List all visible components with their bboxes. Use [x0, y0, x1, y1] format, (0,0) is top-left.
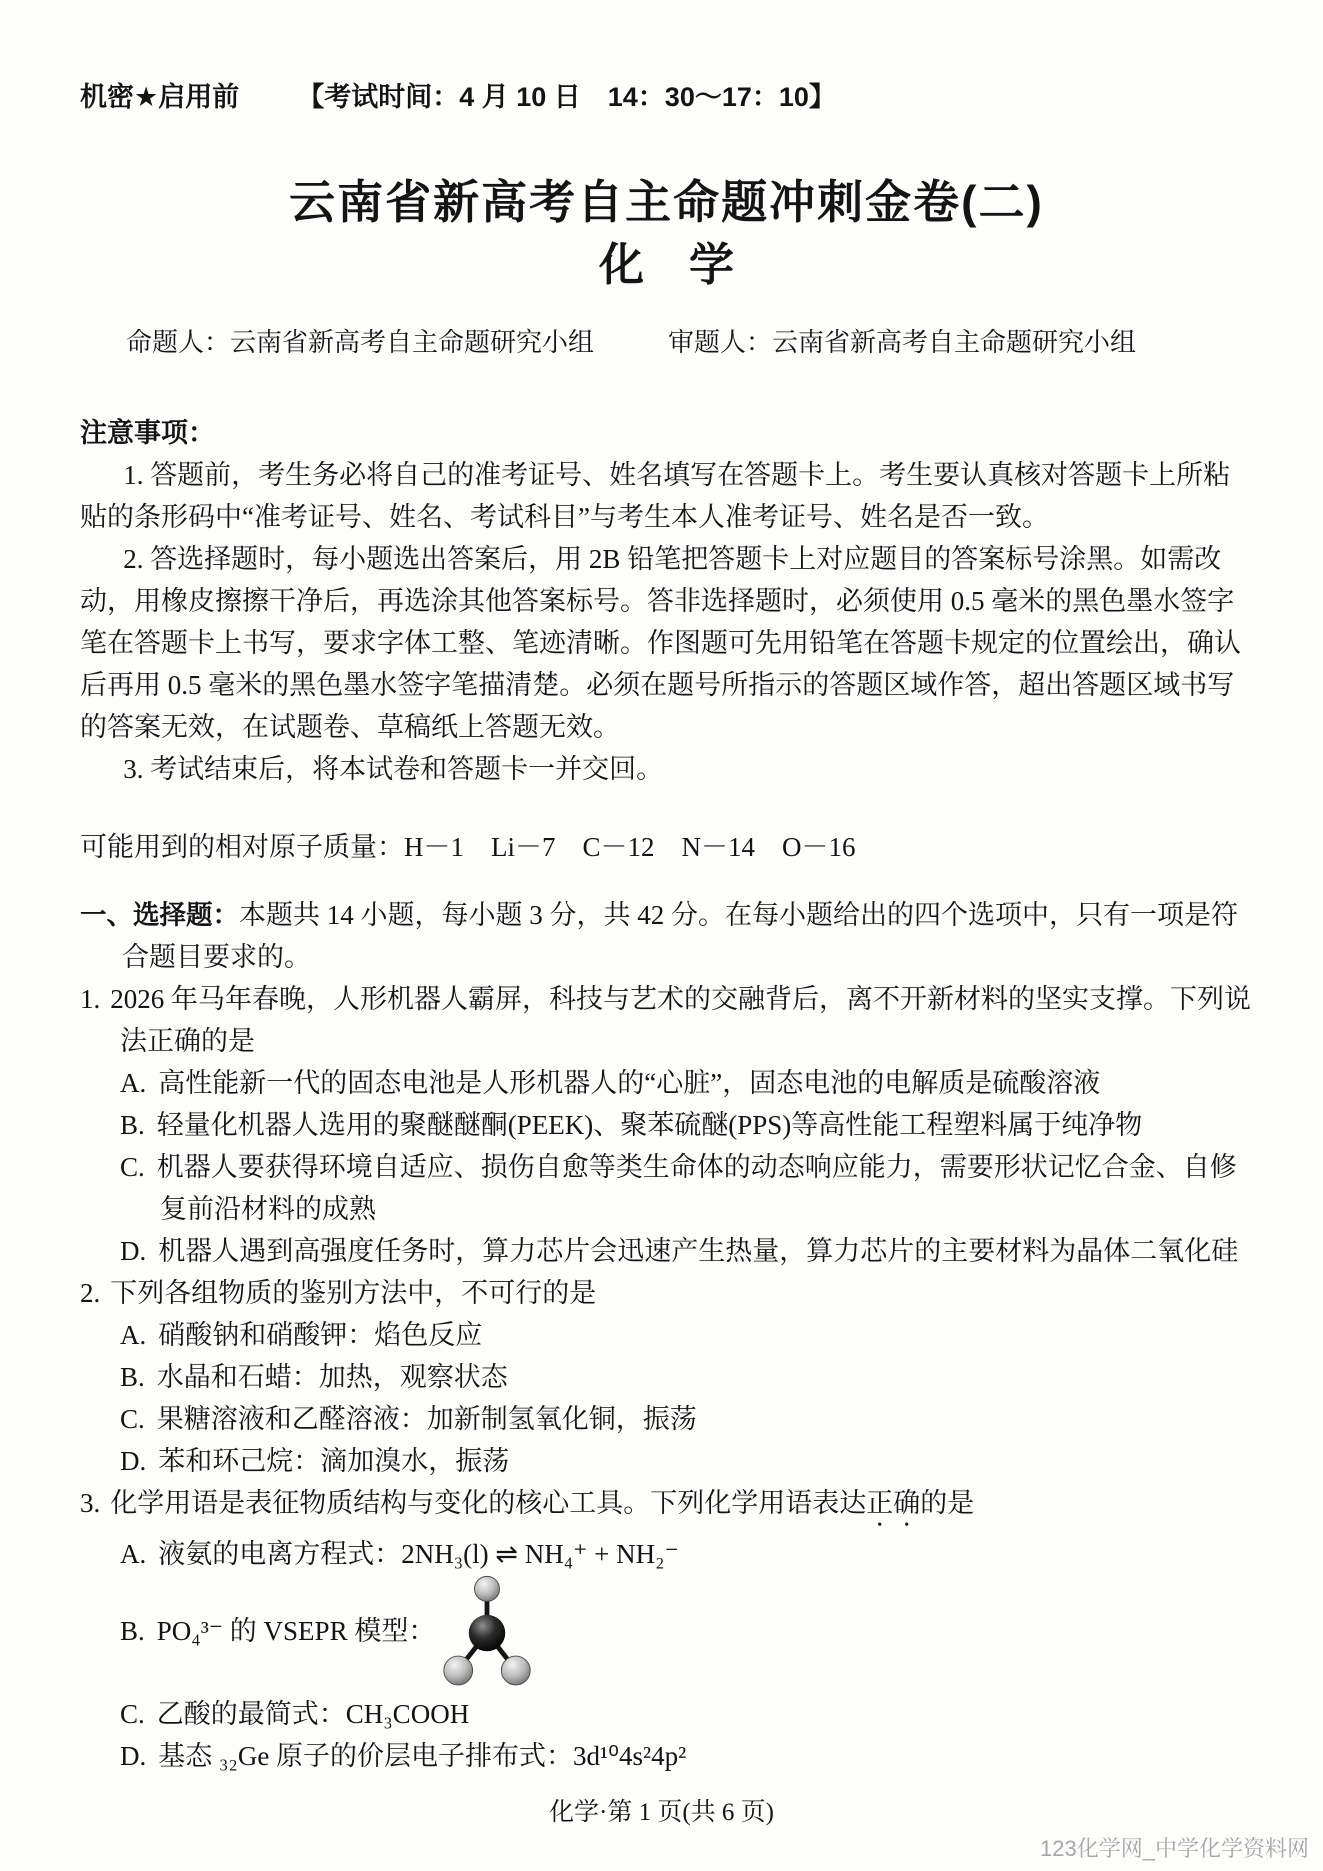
- option-label: D.: [120, 1741, 147, 1771]
- notice-item-1: 1. 答题前，考生务必将自己的准考证号、姓名填写在答题卡上。考生要认真核对答题卡上所粘贴的条形码中“准考证号、姓名、考试科目”与考生本人准考证号、姓名是否一致。: [80, 460, 1231, 532]
- exam-time-label: 【考试时间：4 月 10 日 14：30～17：10】: [297, 82, 836, 112]
- notice-item-2: 2. 答选择题时，每小题选出答案后，用 2B 铅笔把答题卡上对应题目的答案标号涂黑。如需改动，用橡皮擦擦干净后，再选涂其他答案标号。答非选择题时，必须使用 0.5 毫米的黑色墨水签字笔在答题卡上书写，要求字体工整、笔迹清晰。作图题可先用铅笔在答题卡规定的位置绘出，确认后再用 0.5 毫米的黑色墨水签字笔描清楚。必须在题号所指示的答题区域作答，超出答题区域书写的答案无效，在试题卷、草稿纸上答题无效。: [80, 544, 1241, 742]
- option-label: B.: [120, 1110, 145, 1140]
- page-content: [80, 0, 1253, 1777]
- notice-item-3: 3. 考试结束后，将本试卷和答题卡一并交回。: [123, 754, 664, 784]
- question-2-option-a: [120, 1314, 1253, 1356]
- question-1-option-a: [120, 1062, 1253, 1104]
- option-label: B.: [120, 1616, 145, 1647]
- question-2-option-c: [120, 1398, 1253, 1440]
- question-2-stem: [80, 1272, 1253, 1314]
- question-2-text: 下列各组物质的鉴别方法中，不可行的是: [110, 1278, 597, 1308]
- exam-title: 云南省新高考自主命题冲刺金卷(二): [289, 176, 1044, 228]
- question-3-text-pre: 化学用语是表征物质结构与变化的核心工具。下列化学用语表达: [110, 1488, 867, 1518]
- reviewer-label: 审题人：云南省新高考自主命题研究小组: [668, 328, 1137, 357]
- secrecy-label: 机密★启用前: [80, 82, 240, 112]
- question-3-number: 3.: [80, 1488, 101, 1518]
- footer-page-number: 化学·第 1 页(共 6 页): [549, 1799, 774, 1826]
- question-3-stem: [80, 1482, 1253, 1533]
- question-3-option-c: [120, 1693, 1253, 1735]
- option-text: 苯和环己烷：滴加溴水，振荡: [158, 1446, 510, 1476]
- notice-heading: 注意事项：: [80, 418, 215, 448]
- atomic-mass-line: 可能用到的相对原子质量：H－1 Li－7 C－12 N－14 O－16: [80, 832, 856, 862]
- question-1-option-c: [120, 1146, 1253, 1230]
- option-label: C.: [120, 1152, 145, 1182]
- option-text: 机器人遇到高强度任务时，算力芯片会迅速产生热量，算力芯片的主要材料为晶体二氧化硅: [158, 1236, 1239, 1266]
- option-label: D.: [120, 1236, 147, 1266]
- option-text: PO₄³⁻ 的 VSEPR 模型：: [156, 1616, 436, 1647]
- section-heading: [80, 894, 1253, 978]
- option-label: C.: [120, 1699, 145, 1729]
- option-label: A.: [120, 1068, 147, 1098]
- option-label: D.: [120, 1446, 147, 1476]
- proposer-label: 命题人：云南省新高考自主命题研究小组: [126, 328, 595, 357]
- question-3-text-emphasized: 正确: [866, 1488, 921, 1518]
- question-1-option-b: [120, 1104, 1253, 1146]
- exam-subject: 化 学: [598, 239, 734, 290]
- option-text: 高性能新一代的固态电池是人形机器人的“心脏”，固态电池的电解质是硫酸溶液: [158, 1068, 1101, 1098]
- option-text: 液氨的电离方程式：2NH₃(l) ⇌ NH₄⁺ + NH₂⁻: [158, 1539, 679, 1569]
- watermark: 123化学网_中学化学资料网: [1040, 1836, 1309, 1861]
- option-text: 机器人要获得环境自适应、损伤自愈等类生命体的动态响应能力，需要形状记忆合金、自修复前沿材料的成熟: [156, 1152, 1237, 1224]
- question-3-option-b: [120, 1575, 1253, 1693]
- option-label: A.: [120, 1539, 147, 1569]
- question-2-number: 2.: [80, 1278, 101, 1308]
- option-text: 果糖溶液和乙醛溶液：加新制氢氧化铜，振荡: [156, 1404, 697, 1434]
- vsepr-model-image: [439, 1575, 535, 1693]
- option-label: A.: [120, 1320, 147, 1350]
- question-1-option-d: [120, 1230, 1253, 1272]
- question-3-option-d: [120, 1735, 1253, 1777]
- section-desc: 本题共 14 小题，每小题 3 分，共 42 分。在每小题给出的四个选项中，只有一项是符合题目要求的。: [122, 900, 1238, 972]
- header-row: [80, 0, 1253, 112]
- persons-row: [80, 322, 1253, 364]
- option-label: C.: [120, 1404, 145, 1434]
- question-1-number: 1.: [80, 984, 101, 1014]
- question-2-option-b: [120, 1356, 1253, 1398]
- option-text: 水晶和石蜡：加热，观察状态: [156, 1362, 508, 1392]
- option-label: B.: [120, 1362, 145, 1392]
- option-text: 轻量化机器人选用的聚醚醚酮(PEEK)、聚苯硫醚(PPS)等高性能工程塑料属于纯净物: [156, 1110, 1143, 1140]
- question-3-option-a: [120, 1533, 1253, 1575]
- question-3-text-post: 的是: [920, 1488, 975, 1518]
- question-1-text: 2026 年马年春晚，人形机器人霸屏，科技与艺术的交融背后，离不开新材料的坚实支撑。下列说法正确的是: [110, 984, 1251, 1056]
- option-text: 硝酸钠和硝酸钾：焰色反应: [158, 1320, 483, 1350]
- section-label: 一、选择题：: [80, 900, 239, 930]
- question-1-stem: [80, 978, 1253, 1062]
- option-text: 基态 ₃₂Ge 原子的价层电子排布式：3d¹⁰4s²4p²: [158, 1741, 687, 1771]
- option-text: 乙酸的最简式：CH₃COOH: [156, 1699, 470, 1729]
- question-2-option-d: [120, 1440, 1253, 1482]
